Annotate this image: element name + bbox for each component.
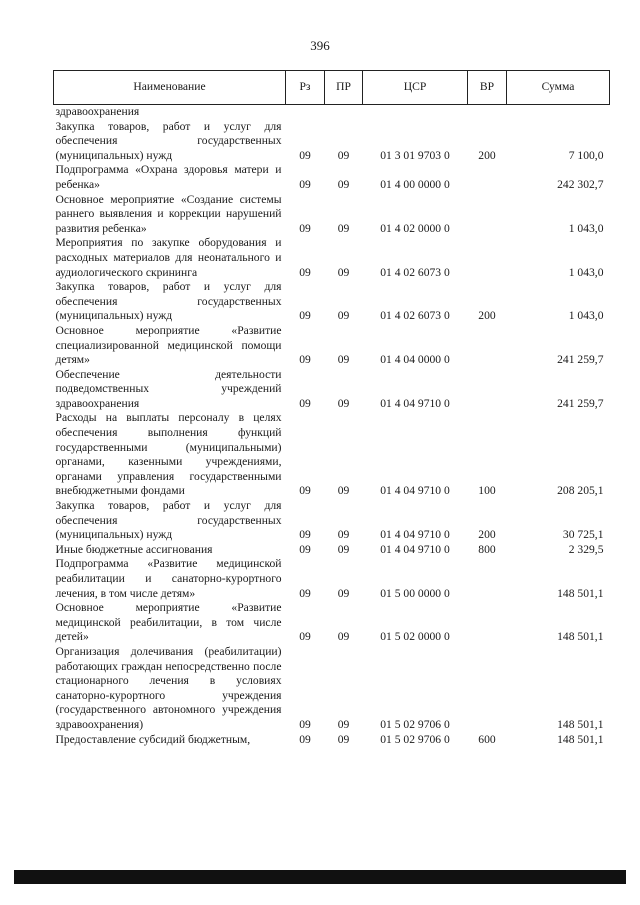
header-sum: Сумма xyxy=(507,71,610,105)
row-name: Расходы на выплаты персоналу в целях обеспечения выполнения функций государственными (муниципальными) органами, казенными учреждениями, органами управления государственными внебюджетными фондами xyxy=(55,411,282,498)
row-name: здравоохранения xyxy=(55,105,140,118)
row-sum: 148 501,1 xyxy=(557,717,604,731)
row-sum: 241 259,7 xyxy=(557,396,604,410)
row-pr: 09 xyxy=(337,309,350,323)
row-vr xyxy=(468,645,507,733)
row-rz: 09 xyxy=(299,484,311,498)
row-name: Мероприятия по закупке оборудования и расходных материалов для неонатального и аудиологического скрининга xyxy=(55,236,282,279)
row-vr xyxy=(468,105,507,120)
table-header-row xyxy=(54,71,610,105)
row-pr: 09 xyxy=(337,732,350,746)
row-name: Основное мероприятие «Развитие специализированной медицинской помощи детям» xyxy=(55,323,282,367)
row-sum: 241 259,7 xyxy=(557,353,604,367)
row-sum: 1 043,0 xyxy=(568,309,604,323)
table-row xyxy=(54,280,610,324)
row-vr: 200 xyxy=(478,148,496,162)
row-vr xyxy=(468,324,507,368)
row-rz: 09 xyxy=(299,221,311,235)
row-csr: 01 3 01 9703 0 xyxy=(380,148,450,162)
row-sum: 30 725,1 xyxy=(562,528,604,542)
row-name: Закупка товаров, работ и услуг для обеспечения государственных (муниципальных) нужд xyxy=(55,119,282,162)
row-rz: 09 xyxy=(299,353,311,367)
row-name: Закупка товаров, работ и услуг для обеспечения государственных (муниципальных) нужд xyxy=(55,280,282,323)
row-pr: 09 xyxy=(337,177,350,191)
header-pr: ПР xyxy=(325,71,363,105)
row-csr: 01 5 02 9706 0 xyxy=(380,732,450,746)
row-sum: 148 501,1 xyxy=(557,732,604,746)
row-name: Подпрограмма «Развитие медицинской реабилитации и санаторно-курортного лечения, в том числе детям» xyxy=(55,557,282,600)
table-row xyxy=(54,733,610,748)
row-name: Основное мероприятие «Развитие медицинской реабилитации, в том числе детей» xyxy=(55,601,282,644)
row-pr xyxy=(325,105,363,120)
row-sum: 148 501,1 xyxy=(557,630,604,644)
row-csr: 01 5 02 9706 0 xyxy=(380,717,450,731)
row-pr: 09 xyxy=(337,484,350,498)
table-row xyxy=(54,499,610,543)
row-name: Обеспечение деятельности подведомственных учреждений здравоохранения xyxy=(55,367,282,410)
table-row xyxy=(54,324,610,368)
page-number: 396 xyxy=(310,38,330,53)
row-rz: 09 xyxy=(299,528,311,542)
row-rz: 09 xyxy=(299,542,311,556)
header-csr: ЦСР xyxy=(363,71,468,105)
row-pr: 09 xyxy=(337,396,350,410)
table-row xyxy=(54,557,610,601)
row-vr: 800 xyxy=(478,542,496,556)
row-vr xyxy=(468,193,507,237)
row-vr xyxy=(468,557,507,601)
row-vr: 200 xyxy=(478,528,496,542)
row-name: Основное мероприятие «Создание системы раннего выявления и коррекции нарушений развития ребенка» xyxy=(55,192,282,235)
row-vr xyxy=(468,163,507,192)
row-pr: 09 xyxy=(337,586,350,600)
row-csr: 01 4 02 6073 0 xyxy=(380,265,450,279)
header-name: Наименование xyxy=(54,71,286,105)
row-rz: 09 xyxy=(299,177,311,191)
row-csr: 01 4 02 0000 0 xyxy=(380,221,450,235)
header-vr: ВР xyxy=(468,71,507,105)
row-csr xyxy=(363,105,468,120)
row-vr: 600 xyxy=(478,732,496,746)
row-sum: 1 043,0 xyxy=(568,265,604,279)
row-pr: 09 xyxy=(337,353,350,367)
table-row xyxy=(54,120,610,164)
row-vr: 100 xyxy=(478,484,496,498)
row-rz: 09 xyxy=(299,630,311,644)
table-row xyxy=(54,411,610,499)
table-row xyxy=(54,163,610,192)
row-name: Организация долечивания (реабилитации) работающих граждан непосредственно после стационарного лечения в условиях санаторно-курортного учреждения (государственного автономного учреждения здравоохранения) xyxy=(55,644,282,731)
row-name: Предоставление субсидий бюджетным, xyxy=(55,732,251,746)
row-rz: 09 xyxy=(299,148,311,162)
row-sum: 148 501,1 xyxy=(557,586,604,600)
row-sum: 2 329,5 xyxy=(568,542,604,556)
row-csr: 01 4 00 0000 0 xyxy=(380,177,450,191)
row-csr: 01 4 04 9710 0 xyxy=(380,528,450,542)
header-rz: Рз xyxy=(286,71,325,105)
table-row xyxy=(54,645,610,733)
row-vr xyxy=(468,236,507,280)
row-rz: 09 xyxy=(299,717,311,731)
table-row xyxy=(54,601,610,645)
table-row xyxy=(54,368,610,412)
row-csr: 01 4 02 6073 0 xyxy=(380,309,450,323)
row-sum: 7 100,0 xyxy=(568,148,604,162)
budget-table xyxy=(53,70,610,747)
row-pr: 09 xyxy=(337,265,350,279)
row-sum: 208 205,1 xyxy=(557,484,604,498)
row-pr: 09 xyxy=(337,630,350,644)
row-rz xyxy=(286,105,325,120)
row-name: Закупка товаров, работ и услуг для обеспечения государственных (муниципальных) нужд xyxy=(55,499,282,542)
table-row xyxy=(54,193,610,237)
row-rz: 09 xyxy=(299,396,311,410)
row-csr: 01 4 04 0000 0 xyxy=(380,353,450,367)
row-pr: 09 xyxy=(337,148,350,162)
row-sum xyxy=(507,105,610,120)
row-rz: 09 xyxy=(299,265,311,279)
row-rz: 09 xyxy=(299,309,311,323)
row-csr: 01 4 04 9710 0 xyxy=(380,484,450,498)
row-name: Иные бюджетные ассигнования xyxy=(55,542,213,556)
row-csr: 01 4 04 9710 0 xyxy=(380,396,450,410)
table-row xyxy=(54,105,610,120)
row-pr: 09 xyxy=(337,221,350,235)
row-csr: 01 4 04 9710 0 xyxy=(380,542,450,556)
table-row xyxy=(54,543,610,558)
row-csr: 01 5 02 0000 0 xyxy=(380,630,450,644)
row-sum: 242 302,7 xyxy=(557,177,604,191)
row-rz: 09 xyxy=(299,732,311,746)
scan-edge-bar xyxy=(14,870,626,884)
row-vr: 200 xyxy=(478,309,496,323)
row-pr: 09 xyxy=(337,542,350,556)
row-vr xyxy=(468,368,507,412)
row-rz: 09 xyxy=(299,586,311,600)
row-pr: 09 xyxy=(337,717,350,731)
table-row xyxy=(54,236,610,280)
row-sum: 1 043,0 xyxy=(568,221,604,235)
row-vr xyxy=(468,601,507,645)
row-csr: 01 5 00 0000 0 xyxy=(380,586,450,600)
row-pr: 09 xyxy=(337,528,350,542)
row-name: Подпрограмма «Охрана здоровья матери и ребенка» xyxy=(55,163,282,191)
